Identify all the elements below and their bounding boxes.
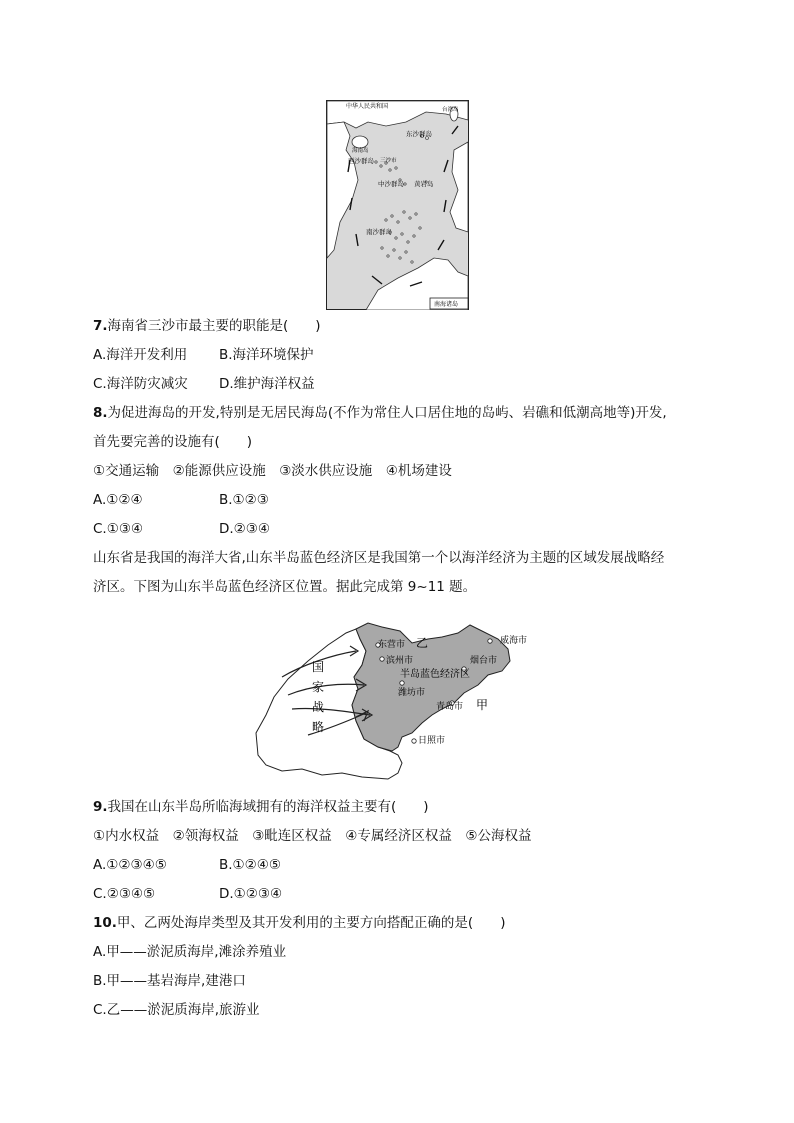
option-b: B.海洋环境保护 (219, 347, 314, 363)
label-dongsha: 东沙群岛 (406, 130, 432, 138)
question-number: 10. (93, 915, 117, 931)
question-text: 甲、乙两处海岸类型及其开发利用的主要方向搭配正确的是( ) (116, 915, 506, 931)
label-yantai: 烟台市 (470, 656, 498, 666)
shandong-map (252, 615, 542, 780)
question-8 (93, 404, 667, 422)
question-number: 9. (93, 799, 108, 815)
label-dongying: 东营市 (378, 640, 406, 650)
label-weihai: 威海市 (500, 636, 528, 646)
option-a: A.甲——淤泥质海岸,滩涂养殖业 (93, 944, 287, 960)
option-d: D.①②③④ (219, 886, 283, 902)
label-strategy-1: 国 (312, 660, 325, 674)
option-d: D.②③④ (219, 521, 270, 537)
question-text: 我国在山东半岛所临海域拥有的海洋权益主要有( ) (107, 799, 429, 815)
label-prc: 中华人民共和国 (346, 103, 389, 110)
option-b: B.①②④⑤ (219, 857, 281, 873)
label-strategy-4: 略 (312, 720, 325, 734)
question-text-line2: 首先要完善的设施有( ) (93, 434, 253, 450)
question-items: ①内水权益 ②领海权益 ③毗连区权益 ④专属经济区权益 ⑤公海权益 (93, 828, 532, 844)
label-yi: 乙 (416, 636, 429, 650)
option-c: C.②③④⑤ (93, 886, 156, 902)
option-c: C.乙——淤泥质海岸,旅游业 (93, 1002, 260, 1018)
intro-line2: 济区。下图为山东半岛蓝色经济区位置。据此完成第 9~11 题。 (93, 579, 477, 595)
option-c: C.①③④ (93, 521, 144, 537)
label-weifang: 潍坊市 (398, 688, 426, 698)
label-qingdao: 青岛市 (436, 702, 464, 712)
option-a: A.①②③④⑤ (93, 857, 167, 873)
option-a: A.海洋开发利用 (93, 347, 188, 363)
label-strategy-3: 战 (312, 700, 325, 714)
label-sansha: 三沙市 (380, 158, 397, 164)
hainan-island (352, 136, 368, 148)
label-hainan: 海南岛 (352, 148, 369, 154)
label-inset: 南海诸岛 (434, 301, 459, 308)
blue-economic-zone (352, 623, 510, 751)
question-9 (93, 798, 429, 816)
question-number: 7. (93, 318, 108, 334)
label-strategy-2: 家 (312, 680, 325, 694)
label-taiwan: 台湾岛 (442, 107, 459, 113)
intro-line1: 山东省是我国的海洋大省,山东半岛蓝色经济区是我国第一个以海洋经济为主题的区域发展战略经 (93, 550, 665, 566)
option-b: B.甲——基岩海岸,建港口 (93, 973, 246, 989)
option-a: A.①②④ (93, 492, 143, 508)
label-huangyan: 黄岩岛 (414, 180, 434, 188)
question-items: ①交通运输 ②能源供应设施 ③淡水供应设施 ④机场建设 (93, 463, 452, 479)
label-zhongsha: 中沙群岛 (378, 180, 404, 188)
question-text-line1: 为促进海岛的开发,特别是无居民海岛(不作为常住人口居住地的岛屿、岩礁和低潮高地等)开发, (107, 405, 667, 421)
option-d: D.维护海洋权益 (219, 376, 315, 392)
south-china-sea-map (326, 100, 469, 310)
question-number: 8. (93, 405, 108, 421)
label-binzhou: 滨州市 (386, 656, 414, 666)
question-10 (93, 914, 505, 932)
label-rizhao: 日照市 (418, 736, 446, 746)
label-xisha: 西沙群岛 (348, 157, 374, 165)
question-text: 海南省三沙市最主要的职能是( ) (107, 318, 321, 334)
label-zone: 半岛蓝色经济区 (400, 669, 470, 680)
label-nansha: 南沙群岛 (366, 228, 392, 236)
option-c: C.海洋防灾减灾 (93, 376, 188, 392)
label-jia: 甲 (476, 698, 489, 712)
question-7 (93, 317, 321, 335)
option-b: B.①②③ (219, 492, 269, 508)
